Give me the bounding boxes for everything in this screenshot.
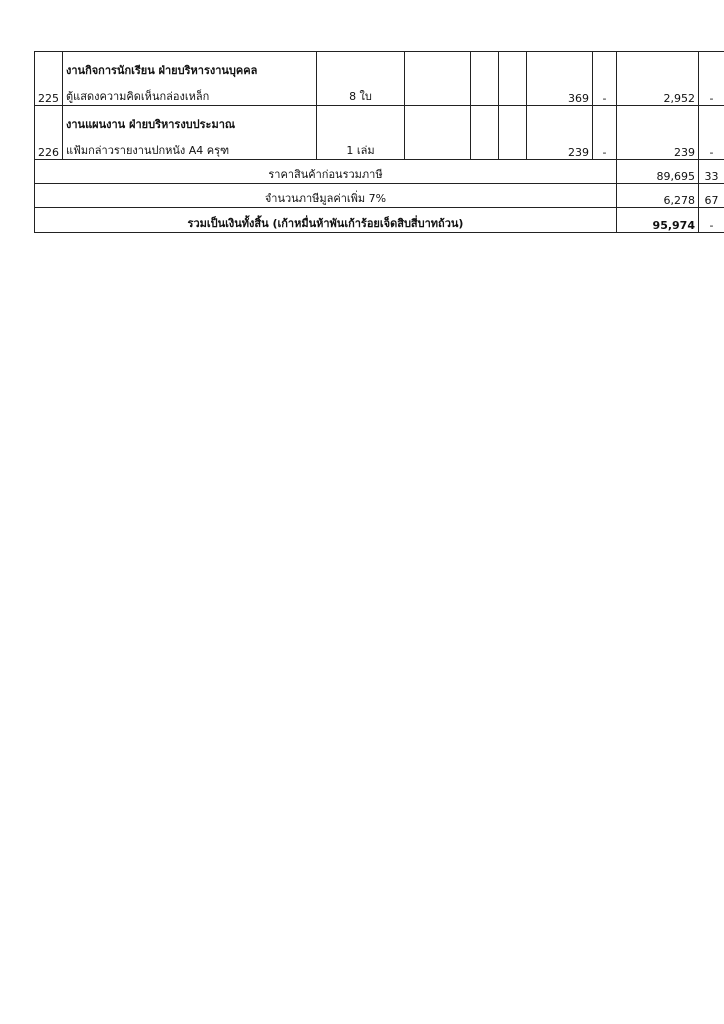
item-unit-price: 369 bbox=[527, 79, 593, 106]
item-group-label: งานกิจการนักเรียน ฝ่ายบริหารงานบุคคล bbox=[63, 52, 317, 79]
vat-label: จำนวนภาษีมูลค่าเพิ่ม 7% bbox=[35, 184, 617, 208]
item-amount: 2,952 bbox=[617, 79, 699, 106]
table-row bbox=[35, 79, 724, 106]
total-label: รวมเป็นเงินทั้งสิ้น (เก้าหมื่นห้าพันเก้าร้อยเจ็ดสิบสี่บาทถ้วน) bbox=[35, 208, 617, 233]
item-quantity: 8 ใบ bbox=[317, 79, 405, 106]
vat-value: 6,278 bbox=[617, 184, 699, 208]
price-table bbox=[34, 51, 724, 233]
item-quantity: 1 เล่ม bbox=[317, 133, 405, 160]
row-number: 225 bbox=[35, 79, 63, 106]
total-row bbox=[35, 208, 724, 233]
vat-satang: 67 bbox=[699, 184, 724, 208]
subtotal-label: ราคาสินค้าก่อนรวมภาษี bbox=[35, 160, 617, 184]
item-unit-price-satang: - bbox=[593, 133, 617, 160]
item-unit-price-satang: - bbox=[593, 79, 617, 106]
subtotal-satang: 33 bbox=[699, 160, 724, 184]
subtotal-row bbox=[35, 160, 724, 184]
vat-row bbox=[35, 184, 724, 208]
item-description: ตู้แสดงความคิดเห็นกล่องเหล็ก bbox=[63, 79, 317, 106]
row-number: 226 bbox=[35, 133, 63, 160]
item-amount: 239 bbox=[617, 133, 699, 160]
subtotal-value: 89,695 bbox=[617, 160, 699, 184]
total-value: 95,974 bbox=[617, 208, 699, 233]
item-description: แฟ้มกล่าวรายงานปกหนัง A4 ครุฑ bbox=[63, 133, 317, 160]
item-amount-satang: - bbox=[699, 79, 724, 106]
row-no-empty bbox=[35, 52, 63, 79]
table-row-group-225 bbox=[35, 52, 724, 79]
table-row-group-226 bbox=[35, 106, 724, 133]
total-satang: - bbox=[699, 208, 724, 233]
item-unit-price: 239 bbox=[527, 133, 593, 160]
item-amount-satang: - bbox=[699, 133, 724, 160]
item-group-label: งานแผนงาน ฝ่ายบริหารงบประมาณ bbox=[63, 106, 317, 133]
table-row bbox=[35, 133, 724, 160]
